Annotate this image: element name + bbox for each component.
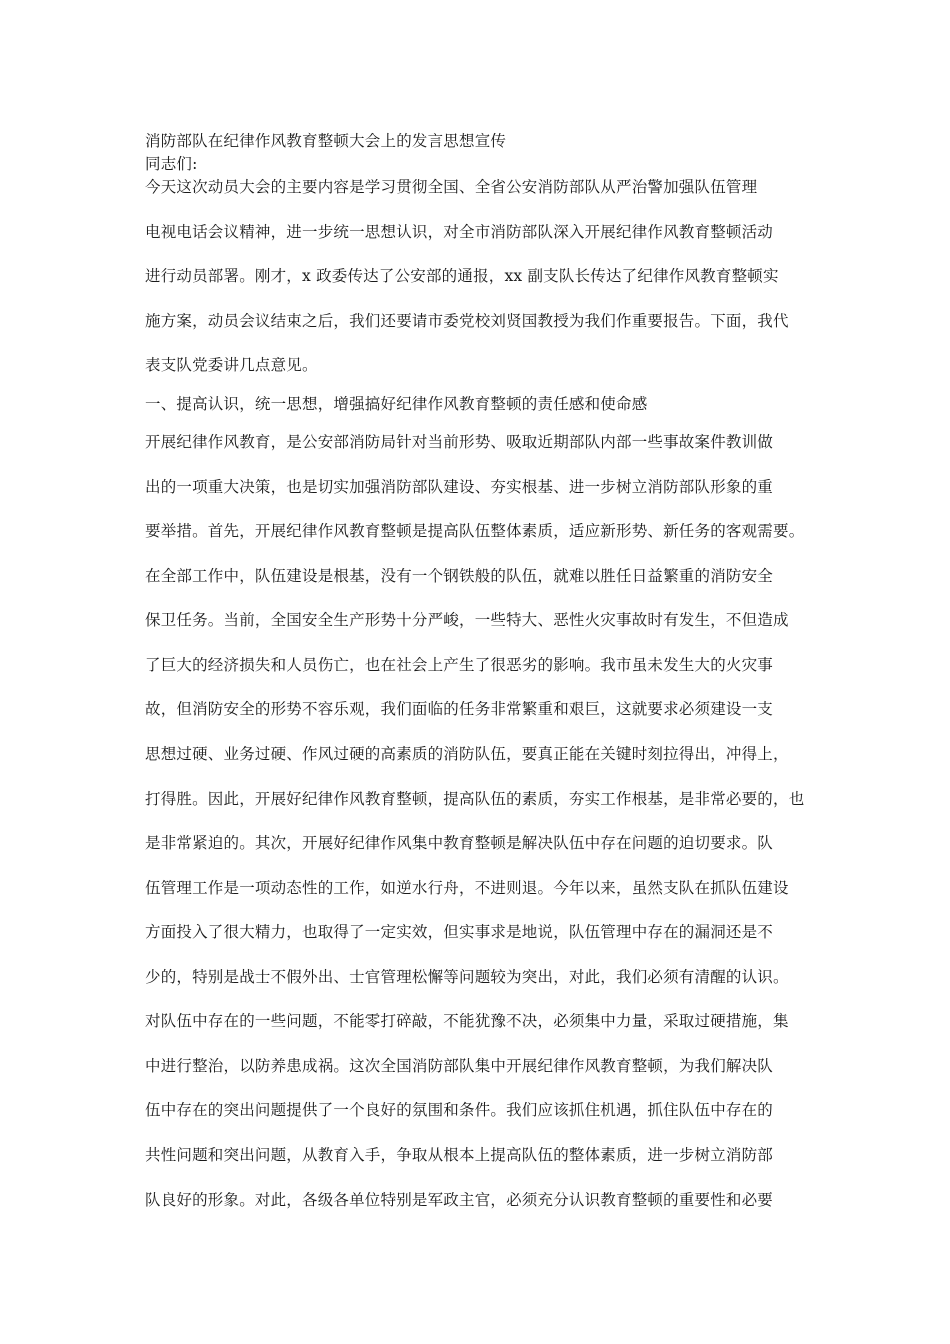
section-heading: 一、提高认识，统一思想，增强搞好纪律作风教育整顿的责任感和使命感 [145,395,648,413]
paragraph-2-line: 在全部工作中，队伍建设是根基，没有一个钢铁般的队伍，就难以胜任日益繁重的消防安全 [145,567,774,585]
paragraph-2-line: 少的，特别是战士不假外出、士官管理松懈等问题较为突出，对此，我们必须有清醒的认识。 [145,968,789,986]
paragraph-2-line: 中进行整治，以防养患成祸。这次全国消防部队集中开展纪律作风教育整顿，为我们解决队 [145,1057,774,1075]
paragraph-2-line: 了巨大的经济损失和人员伤亡，也在社会上产生了很恶劣的影响。我市虽未发生大的火灾事 [145,656,774,674]
paragraph-2-line: 要举措。首先，开展纪律作风教育整顿是提高队伍整体素质，适应新形势、新任务的客观需要。 [145,522,805,540]
paragraph-2-line: 故，但消防安全的形势不容乐观，我们面临的任务非常繁重和艰巨，这就要求必须建设一支 [145,700,774,718]
paragraph-1-line: 电视电话会议精神，进一步统一思想认识，对全市消防部队深入开展纪律作风教育整顿活动 [145,223,774,241]
paragraph-2-line: 是非常紧迫的。其次，开展好纪律作风集中教育整顿是解决队伍中存在问题的迫切要求。队 [145,834,774,852]
paragraph-1-line: 施方案，动员会议结束之后，我们还要请市委党校刘贤国教授为我们作重要报告。下面，我代 [145,312,789,330]
paragraph-2-line: 方面投入了很大精力，也取得了一定实效，但实事求是地说，队伍管理中存在的漏洞还是不 [145,923,774,941]
paragraph-1-line: 进行动员部署。刚才，x 政委传达了公安部的通报，xx 副支队长传达了纪律作风教育整顿实 [145,267,779,285]
paragraph-1-line: 表支队党委讲几点意见。 [145,356,318,374]
paragraph-2-line: 伍管理工作是一项动态性的工作，如逆水行舟，不进则退。今年以来，虽然支队在抓队伍建设 [145,879,789,897]
paragraph-2-line: 出的一项重大决策，也是切实加强消防部队建设、夯实根基、进一步树立消防部队形象的重 [145,478,774,496]
paragraph-2-line: 保卫任务。当前，全国安全生产形势十分严峻，一些特大、恶性火灾事故时有发生，不但造成 [145,611,789,629]
document-title: 消防部队在纪律作风教育整顿大会上的发言思想宣传 [145,132,507,150]
paragraph-2-line: 思想过硬、业务过硬、作风过硬的高素质的消防队伍，要真正能在关键时刻拉得出，冲得上， [145,745,789,763]
paragraph-1-line: 今天这次动员大会的主要内容是学习贯彻全国、全省公安消防部队从严治警加强队伍管理 [145,178,758,196]
paragraph-2-line: 对队伍中存在的一些问题，不能零打碎敲，不能犹豫不决，必须集中力量，采取过硬措施，集 [145,1012,789,1030]
paragraph-2-line: 队良好的形象。对此，各级各单位特别是军政主官，必须充分认识教育整顿的重要性和必要 [145,1191,774,1209]
paragraph-2-line: 开展纪律作风教育，是公安部消防局针对当前形势、吸取近期部队内部一些事故案件教训做 [145,433,774,451]
paragraph-2-line: 打得胜。因此，开展好纪律作风教育整顿，提高队伍的素质，夯实工作根基，是非常必要的，也 [145,790,805,808]
paragraph-2-line: 共性问题和突出问题，从教育入手，争取从根本上提高队伍的整体素质，进一步树立消防部 [145,1146,774,1164]
salutation: 同志们: [145,155,198,173]
paragraph-2-line: 伍中存在的突出问题提供了一个良好的氛围和条件。我们应该抓住机遇，抓住队伍中存在的 [145,1101,774,1119]
